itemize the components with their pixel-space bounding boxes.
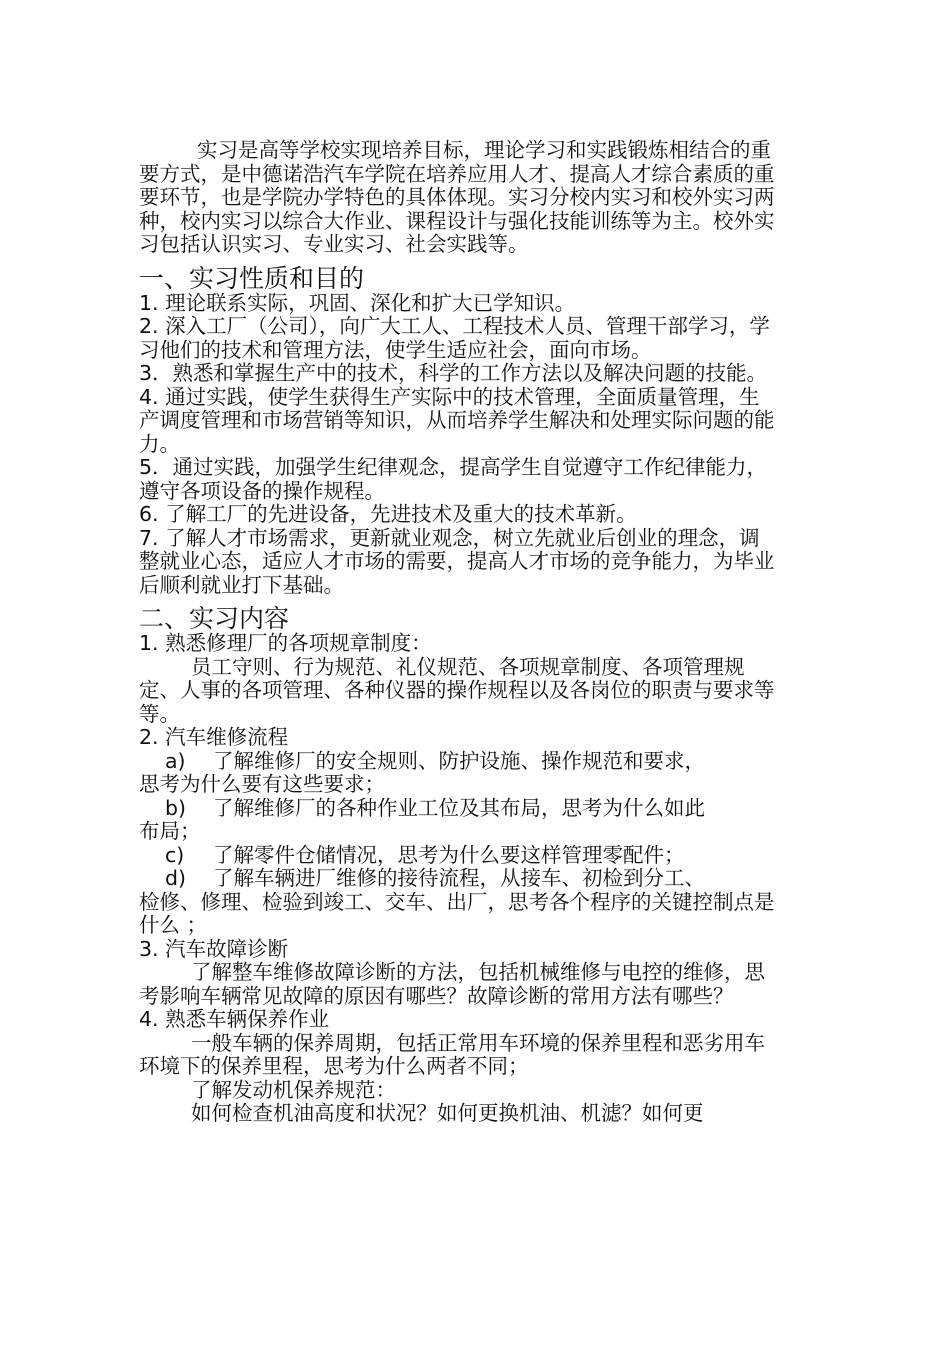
section2-item1-title: 1. 熟悉修理厂的各项规章制度： bbox=[139, 631, 432, 655]
section2-item2-sub-c bbox=[139, 844, 779, 868]
sub-tag: b) bbox=[165, 795, 187, 820]
section2-item2-sub-d bbox=[139, 867, 779, 938]
sub-continuation: 思考为什么要有这些要求； bbox=[139, 772, 385, 796]
section2-item3-body: 了解整车维修故障诊断的方法，包括机械维修与电控的维修，思考影响车辆常见故障的原因有哪些？故障诊断的常用方法有哪些？ bbox=[139, 960, 765, 1008]
sub-text: 了解维修厂的安全规则、防护设施、操作规范和要求， bbox=[213, 748, 705, 773]
section1-item-6: 6. 了解工厂的先进设备，先进技术及重大的技术革新。 bbox=[139, 502, 637, 526]
document-body bbox=[139, 139, 779, 1126]
section2-item4-body-1: 一般车辆的保养周期，包括正常用车环境的保养里程和恶劣用车环境下的保养里程，思考为什么两者不同； bbox=[139, 1030, 765, 1078]
section1-heading: 一、实习性质和目的 bbox=[139, 263, 365, 293]
section2-item4-title: 4. 熟悉车辆保养作业 bbox=[139, 1007, 330, 1031]
sub-text: 了解维修厂的各种作业工位及其布局，思考为什么如此 bbox=[213, 795, 705, 820]
section1-item-4: 4. 通过实践，使学生获得生产实际中的技术管理，全面质量管理，生产调度管理和市场营销等知识，从而培养学生解决和处理实际问题的能力。 bbox=[139, 384, 775, 456]
section1-item-3: 3．熟悉和掌握生产中的技术，科学的工作方法以及解决问题的技能。 bbox=[139, 361, 768, 385]
section2-item1-body: 员工守则、行为规范、礼仪规范、各项规章制度、各项管理规定、人事的各项管理、各种仪器的操作规程以及各岗位的职责与要求等等。 bbox=[139, 654, 775, 726]
section2-item2-sub-a bbox=[139, 750, 779, 797]
sub-tag: c) bbox=[165, 842, 185, 867]
sub-tag: d) bbox=[165, 866, 187, 890]
section1-item-2: 2. 深入工厂（公司），向广大工人、工程技术人员、管理干部学习，学习他们的技术和管理方法，使学生适应社会，面向市场。 bbox=[139, 314, 770, 362]
section1-item-5: 5．通过实践，加强学生纪律观念，提高学生自觉遵守工作纪律能力，遵守各项设备的操作规程。 bbox=[139, 455, 768, 503]
section2-item4-body-2: 了解发动机保养规范： bbox=[191, 1077, 396, 1102]
section2-item4-body-3: 如何检查机油高度和状况？如何更换机油、机滤？如何更 bbox=[191, 1101, 704, 1125]
section1-item-7: 7. 了解人才市场需求，更新就业观念，树立先就业后创业的理念，调整就业心态，适应人才市场的需要，提高人才市场的竞争能力，为毕业后顺利就业打下基础。 bbox=[139, 525, 775, 597]
sub-text: 了解车辆进厂维修的接待流程，从接车、初检到分工、 bbox=[213, 866, 705, 890]
section2-item2-title: 2. 汽车维修流程 bbox=[139, 725, 289, 749]
sub-text: 了解零件仓储情况，思考为什么要这样管理零配件； bbox=[213, 842, 685, 867]
section2-item2-sub-b bbox=[139, 797, 779, 844]
section2-item3-title: 3. 汽车故障诊断 bbox=[139, 936, 289, 961]
section2-heading: 二、实习内容 bbox=[139, 604, 290, 633]
sub-tag: a) bbox=[165, 748, 186, 773]
section1-item-1: 1. 理论联系实际，巩固、深化和扩大已学知识。 bbox=[139, 290, 576, 315]
sub-continuation: 布局； bbox=[139, 819, 201, 843]
intro-paragraph: 实习是高等学校实现培养目标，理论学习和实践锻炼相结合的重要方式，是中德诺浩汽车学院在培养应用人才、提高人才综合素质的重要环节，也是学院办学特色的具体体现。实习分校内实习和校外实习两种，校内实习以综合大作业、课程设计与强化技能训练等为主。校外实习包括认识实习、专业实习、社会实践等。 bbox=[139, 138, 775, 256]
sub-continuation: 检修、修理、检验到竣工、交车、出厂，思考各个程序的关键控制点是什么 ； bbox=[139, 889, 775, 937]
